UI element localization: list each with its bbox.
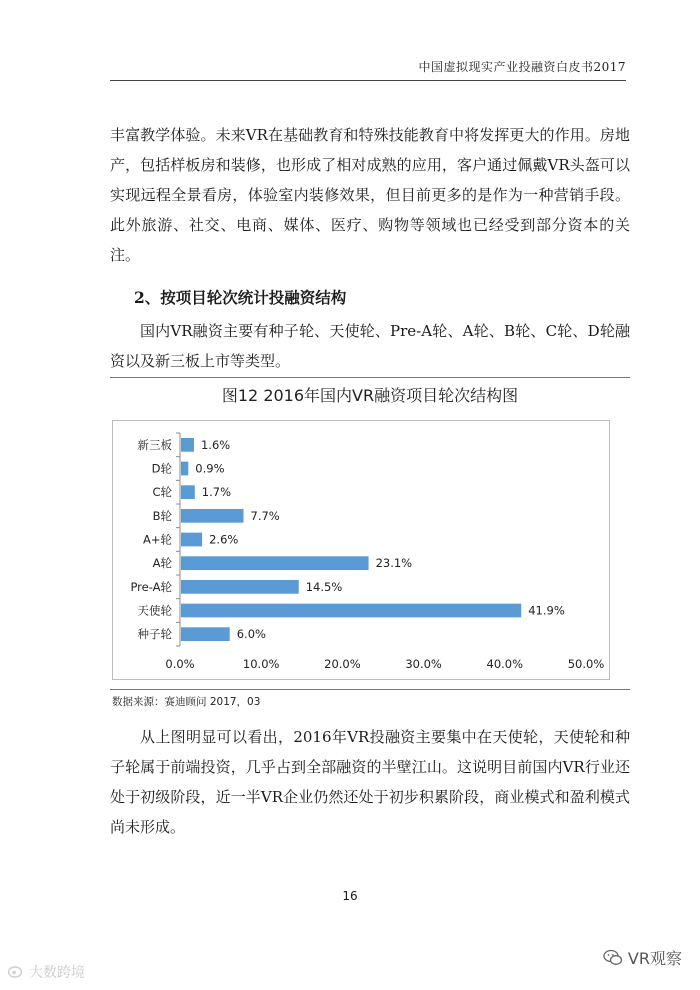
value-label: 7.7% (250, 508, 280, 523)
bar (181, 462, 188, 476)
figure-title: 图12 2016年国内VR融资项目轮次结构图 (221, 386, 519, 405)
value-label: 2.6% (209, 532, 239, 547)
header-rule (110, 80, 626, 81)
watermark-right-text: VR观察 (627, 949, 682, 968)
bar (181, 604, 521, 618)
x-tick-label: 50.0% (567, 657, 605, 671)
category-label: B轮 (152, 508, 172, 523)
category-label: C轮 (152, 485, 172, 500)
chart-frame (112, 420, 610, 680)
category-label: D轮 (151, 461, 172, 476)
figure-bottom-rule (110, 689, 630, 690)
watermark-right (603, 946, 682, 971)
value-label: 6.0% (236, 627, 266, 642)
wechat-icon (603, 949, 623, 971)
paragraph-analysis: 从上图明显可以看出，2016年VR投融资主要集中在天使轮，天使轮和种子轮属于前端投资，几乎占到全部融资的半壁江山。这说明目前国内VR行业还处于初级阶段，近一半VR企业仍然还处于初步积累阶段，商业模式和盈利模式尚未形成。 (110, 728, 630, 836)
value-label: 14.5% (305, 579, 343, 594)
x-tick-label: 40.0% (486, 657, 524, 671)
category-label: A轮 (152, 556, 172, 571)
figure-top-rule (110, 377, 630, 378)
category-label: Pre-A轮 (130, 579, 172, 594)
paragraph-round-types: 国内VR融资主要有种子轮、天使轮、Pre-A轮、A轮、B轮、C轮、D轮融资以及新三板上市等类型。 (110, 322, 630, 370)
watermark-left (8, 962, 85, 982)
bar (181, 627, 230, 641)
bar (181, 485, 195, 499)
category-label: 种子轮 (137, 627, 172, 642)
watermark-left-text: 大数跨境 (29, 965, 85, 981)
value-label: 1.7% (201, 485, 232, 500)
bar (181, 580, 299, 594)
category-label: 天使轮 (137, 603, 172, 618)
data-source-note: 数据来源：赛迪顾问 2017，03 (112, 696, 261, 708)
bar (181, 556, 369, 570)
x-tick-label: 10.0% (242, 657, 280, 671)
value-label: 23.1% (375, 556, 413, 571)
bar (181, 509, 244, 523)
x-tick-label: 0.0% (165, 657, 195, 671)
value-label: 1.6% (200, 437, 231, 452)
bar (181, 533, 202, 547)
category-label: 新三板 (137, 437, 172, 452)
bar (181, 438, 194, 452)
weibo-icon (8, 964, 24, 982)
x-tick-label: 30.0% (405, 657, 442, 671)
x-tick-label: 20.0% (324, 657, 361, 671)
value-label: 41.9% (528, 603, 565, 618)
section-heading: 2、按项目轮次统计投融资结构 (134, 288, 347, 307)
category-label: A+轮 (142, 532, 172, 547)
page-number: 16 (342, 889, 358, 903)
paragraph-intro: 丰富教学体验。未来VR在基础教育和特殊技能教育中将发挥更大的作用。房地产，包括样板房和装修，也形成了相对成熟的应用，客户通过佩戴VR头盔可以实现远程全景看房，体验室内装修效果，但目前更多的是作为一种营销手段。此外旅游、社交、电商、媒体、医疗、购物等领域也已经受到部分资本的关注。 (110, 126, 630, 264)
header-title: 中国虚拟现实产业投融资白皮书2017 (418, 60, 626, 74)
bar-chart (113, 421, 609, 679)
value-label: 0.9% (195, 461, 225, 476)
